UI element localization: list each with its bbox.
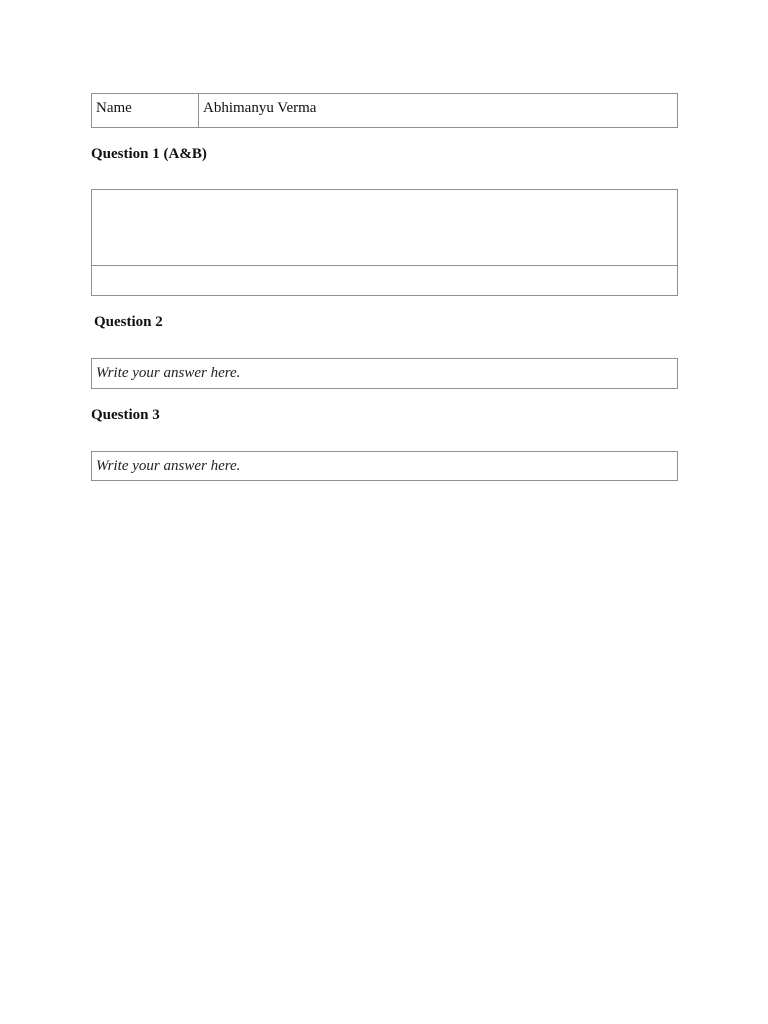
question-2-answer-field[interactable]: Write your answer here.	[91, 358, 678, 389]
name-label-cell: Name	[92, 94, 199, 127]
question-3-answer-field[interactable]: Write your answer here.	[91, 451, 678, 481]
question-1-heading: Question 1 (A&B)	[91, 146, 207, 162]
question-1-answer-row[interactable]	[92, 266, 677, 295]
question-2-heading: Question 2	[94, 314, 163, 330]
name-table	[91, 93, 678, 128]
question-3-heading: Question 3	[91, 407, 160, 423]
question-1-answer-row[interactable]	[92, 190, 677, 266]
question-1-answer-table	[91, 189, 678, 296]
name-value-cell[interactable]: Abhimanyu Verma	[203, 100, 317, 116]
